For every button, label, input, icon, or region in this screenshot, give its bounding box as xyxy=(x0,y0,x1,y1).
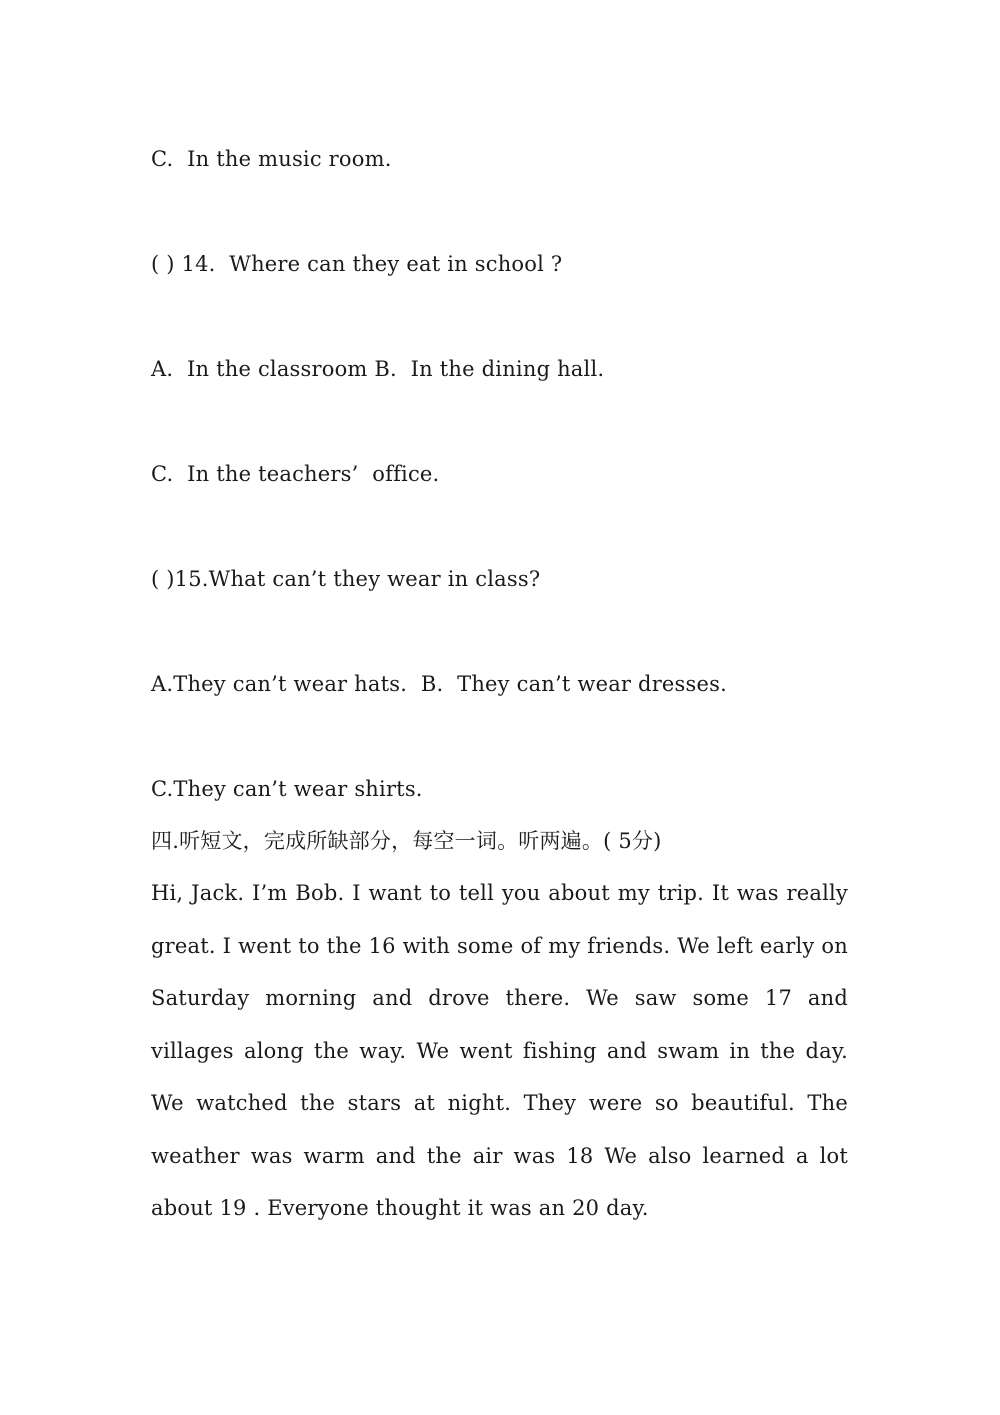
options-15ab: A.They can’t wear hats. B. They can’t wear dresses. xyxy=(151,672,727,696)
option-13c: C. In the music room. xyxy=(151,147,392,171)
question-15: ( )15.What can’t they wear in class? xyxy=(151,567,541,591)
question-14: ( ) 14. Where can they eat in school ? xyxy=(151,252,563,276)
passage-paragraph: Hi, Jack. I’m Bob. I want to tell you about my trip. It was really great. I went to the 16 with some of my friends. We left early on Saturday morning and drove there. We saw some 17 and villages along the way. We went fishing and swam in the day. We watched the stars at night. They were so beautiful. The weather was warm and the air was 18 We also learned a lot about 19 . Everyone thought it was an 20 day. xyxy=(151,881,848,1220)
option-14c: C. In the teachers’ office. xyxy=(151,462,440,486)
options-14ab: A. In the classroom B. In the dining hall. xyxy=(151,357,605,381)
option-15c: C.They can’t wear shirts. xyxy=(151,777,423,801)
section-four-heading: 四.听短文，完成所缺部分，每空一词。听两遍。( 5分) xyxy=(151,829,662,853)
